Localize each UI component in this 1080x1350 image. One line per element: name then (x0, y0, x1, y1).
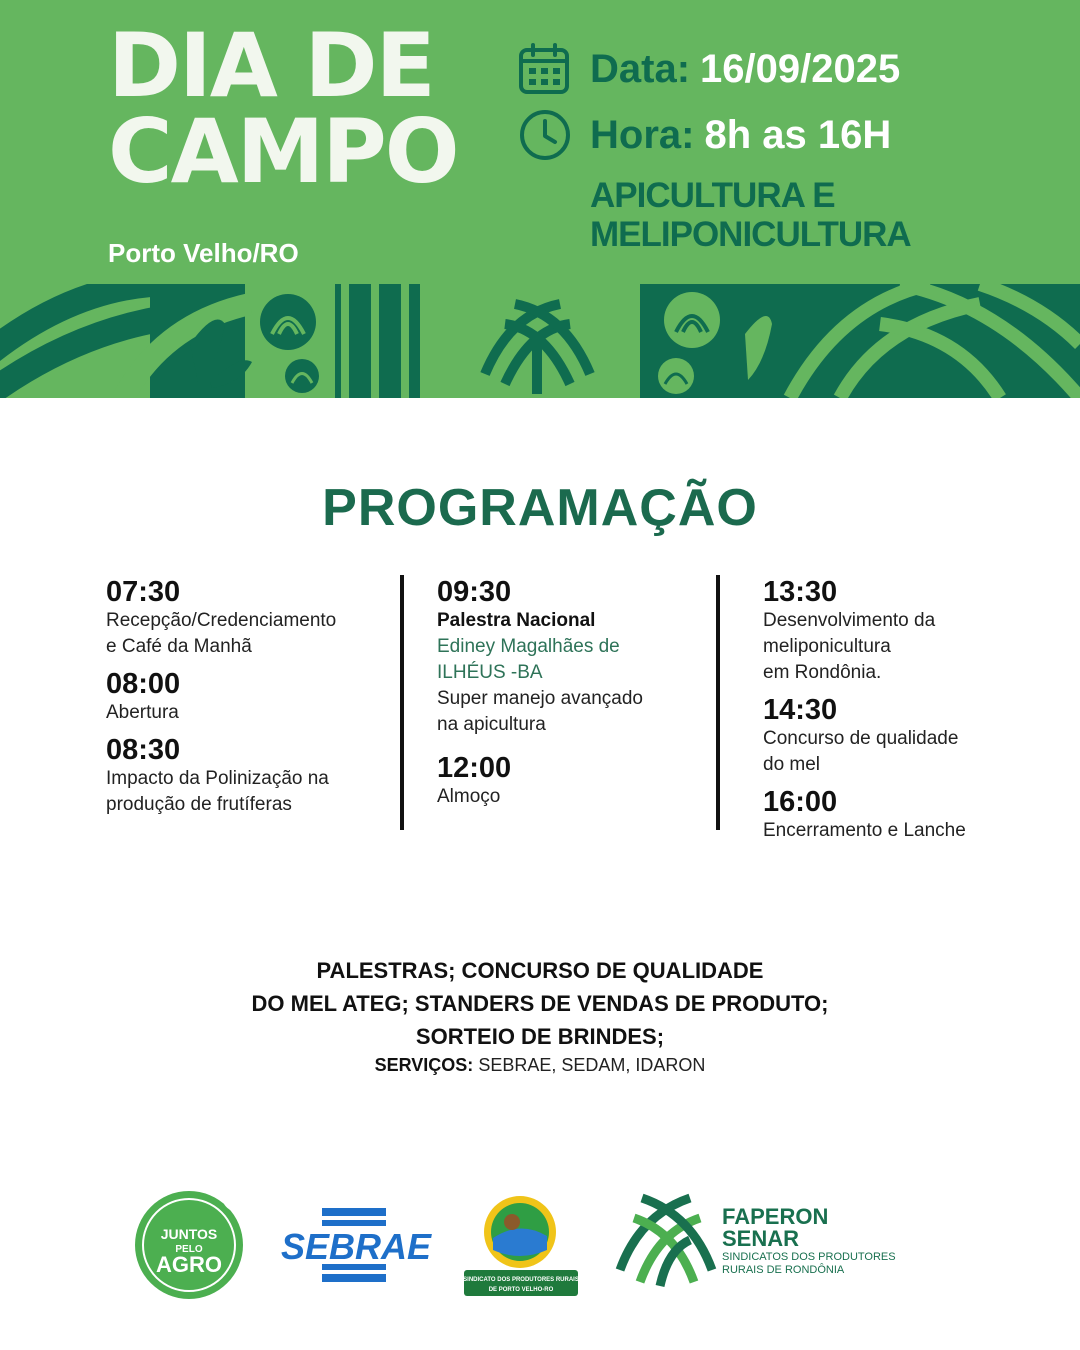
column-divider (400, 575, 404, 830)
speaker-origin: ILHÉUS -BA (437, 662, 543, 683)
logo-line-2: CAMPO (108, 100, 458, 203)
schedule-item (437, 576, 699, 738)
lecture-title: Palestra Nacional (437, 610, 596, 631)
program-column-1 (106, 576, 386, 826)
sebrae-text: SEBRAE (280, 1226, 432, 1267)
event-date (518, 42, 900, 96)
schedule-item (763, 576, 1023, 686)
sponsor-logos (0, 1180, 1080, 1320)
event-city: Porto Velho/RO (108, 238, 299, 268)
highlights-line: SORTEIO DE BRINDES; (415, 1024, 665, 1049)
schedule-time: 07:30 (106, 576, 181, 608)
pelo-text: PELO (175, 1244, 203, 1255)
schedule-item (437, 752, 699, 810)
date-value: 16/09/2025 (700, 46, 901, 91)
agro-text: AGRO (156, 1252, 222, 1277)
event-theme (590, 176, 990, 254)
schedule-text: Abertura (106, 702, 179, 723)
schedule-time: 16:00 (763, 786, 838, 818)
hour-value: 8h as 16H (704, 112, 892, 157)
schedule-text: Super manejo avançado (437, 688, 643, 709)
sindicato-line-1: SINDICATO DOS PRODUTORES RURAIS (463, 1277, 579, 1283)
column-divider (716, 575, 720, 830)
schedule-item (106, 734, 386, 818)
program-column-2 (437, 576, 699, 818)
speaker-name: Ediney Magalhães de (437, 636, 620, 657)
schedule-text: Almoço (437, 786, 501, 807)
services-value: SEBRAE, SEDAM, IDARON (473, 1055, 706, 1075)
clock-icon (518, 108, 572, 162)
schedule-item (106, 668, 386, 726)
schedule-text: Concurso de qualidade (763, 728, 959, 749)
schedule-time: 13:30 (763, 576, 838, 608)
date-label: Data: (590, 46, 691, 91)
schedule-text: e Café da Manhã (106, 636, 252, 657)
highlights-line: PALESTRAS; CONCURSO DE QUALIDADE (316, 958, 764, 983)
schedule-item (106, 576, 386, 660)
faperon-subtitle-1: SINDICATOS DOS PRODUTORES (722, 1251, 896, 1263)
tree-badge-icon (285, 359, 319, 393)
schedule-text: Impacto da Polinização na (106, 768, 329, 789)
highlights-line: DO MEL ATEG; STANDERS DE VENDAS DE PRODUTO; (251, 991, 829, 1016)
program-title: PROGRAMAÇÃO (322, 479, 758, 537)
emblem-icon (485, 304, 590, 394)
dia-de-campo-logo (108, 14, 458, 203)
schedule-time: 08:30 (106, 734, 181, 766)
schedule-time: 08:00 (106, 668, 181, 700)
faperon-subtitle-2: RURAIS DE RONDÔNIA (722, 1264, 845, 1276)
event-highlights (0, 954, 1080, 1076)
schedule-text: Desenvolvimento da (763, 610, 936, 631)
schedule-text: do mel (763, 754, 821, 775)
schedule-time: 12:00 (437, 752, 512, 784)
faperon-senar-emblem-icon (620, 1198, 712, 1286)
schedule-time: 09:30 (437, 576, 512, 608)
sebrae-logo (281, 1208, 432, 1282)
hour-label: Hora: (590, 112, 695, 157)
theme-line-1: APICULTURA E (590, 176, 835, 215)
schedule-text: produção de frutíferas (106, 794, 292, 815)
decorative-pattern-band (0, 284, 1080, 398)
schedule-time: 14:30 (763, 694, 838, 726)
schedule-item (763, 786, 1023, 844)
event-hour (518, 108, 891, 162)
schedule-text: na apicultura (437, 714, 546, 735)
event-header (0, 0, 1080, 398)
schedule-text: meliponicultura (763, 636, 891, 657)
schedule-item (763, 694, 1023, 778)
juntos-text: JUNTOS (160, 1226, 218, 1242)
sindicato-porto-velho-logo (463, 1196, 579, 1296)
senar-text: SENAR (722, 1226, 800, 1251)
services-line (0, 1055, 1080, 1076)
program-column-3 (763, 576, 1023, 852)
theme-line-2: MELIPONICULTURA (590, 215, 911, 254)
faperon-text: FAPERON (722, 1204, 829, 1229)
logo-line-1: DIA DE (108, 14, 434, 117)
services-label: SERVIÇOS: (374, 1055, 474, 1075)
schedule-text: em Rondônia. (763, 662, 882, 683)
juntos-pelo-agro-logo (135, 1191, 243, 1299)
sindicato-line-2: DE PORTO VELHO-RO (488, 1287, 554, 1293)
schedule-text: Encerramento e Lanche (763, 820, 966, 841)
tree-badge-icon (658, 358, 694, 394)
schedule-text: Recepção/Credenciamento (106, 610, 337, 631)
calendar-icon (518, 42, 572, 96)
